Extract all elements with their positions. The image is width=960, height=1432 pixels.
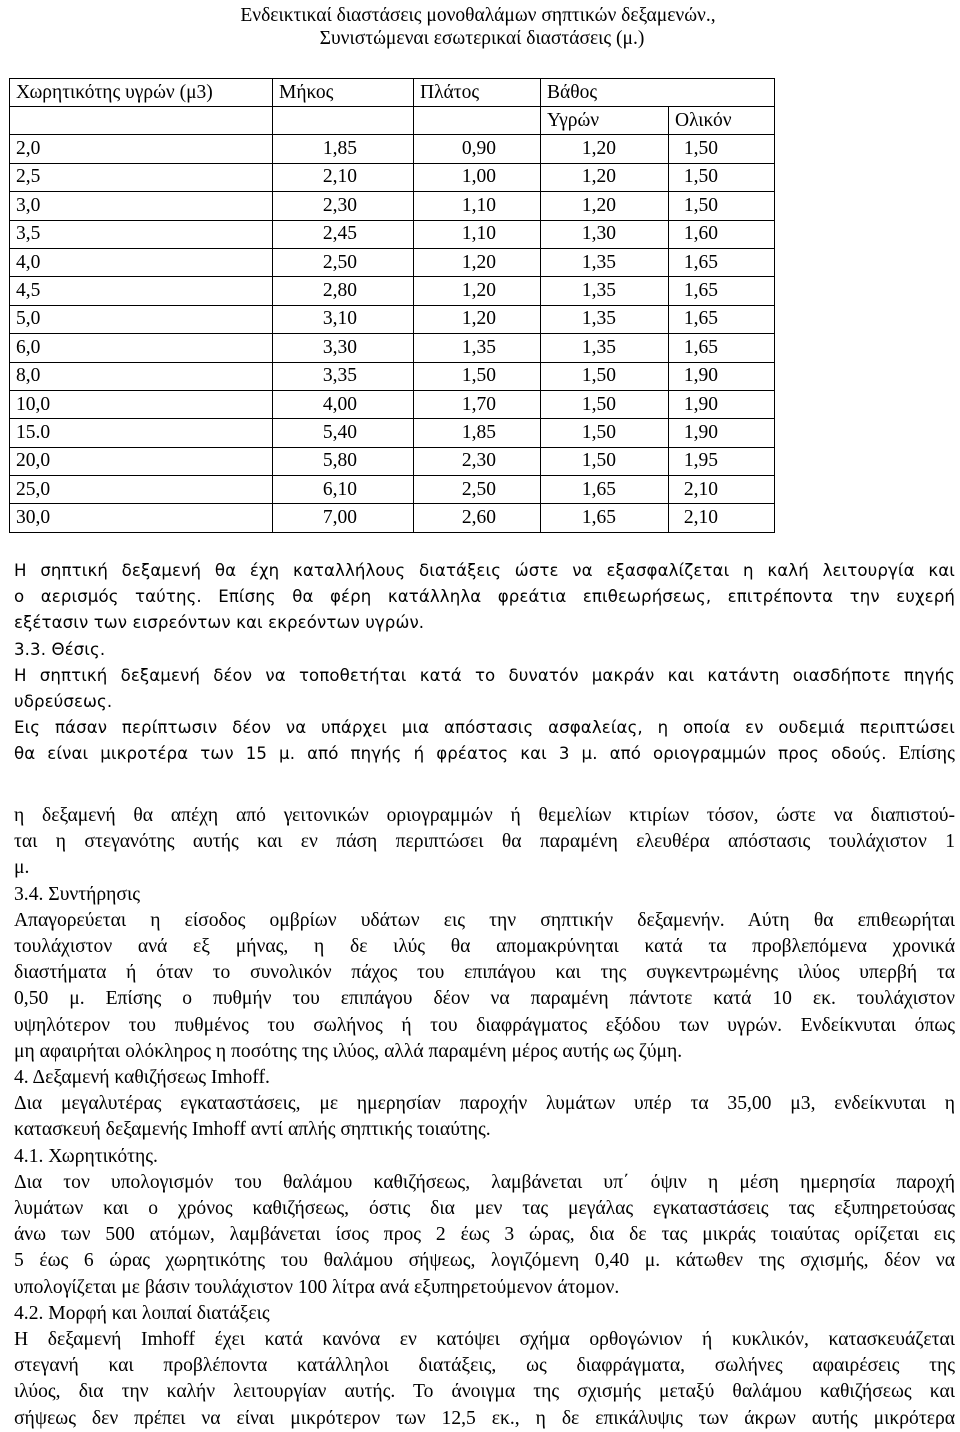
inline-serif-word: Επίσης	[898, 743, 956, 765]
text-line: 4.2. Μορφή και λοιπαί διατάξεις	[14, 1302, 270, 1324]
text-line: υπολογίζεται με βάσιν τουλάχιστον 100 λίτρα ανά εξυπηρετούμενον άτομον.	[14, 1276, 620, 1298]
text-line: η δεξαμενή θα απέχη από γειτονικών οριογραμμών ή θεμελίων κτιρίων τόσον, ώστε να διαπιστού-	[14, 805, 955, 826]
table-cell: 1,20	[414, 305, 541, 333]
table-cell: 1,50	[414, 362, 541, 390]
table-cell: 30,0	[10, 504, 273, 532]
table-cell: 1,35	[541, 248, 669, 276]
table-cell: 1,90	[669, 390, 775, 418]
text-line: 5 έως 6 ώρας χωρητικότης του θαλάμου σήψεως, λογιζόμενη 0,40 μ. κάτωθεν της σχισμής, δέον να	[14, 1250, 955, 1272]
table-cell: 1,20	[541, 135, 669, 163]
table-row	[10, 476, 775, 504]
table-cell: 1,90	[669, 362, 775, 390]
subheader-empty	[10, 107, 273, 135]
table-cell: 8,0	[10, 362, 273, 390]
table-cell: 1,35	[541, 277, 669, 305]
table-cell: 4,00	[273, 390, 414, 418]
text-line: υψηλότερον του πυθμένος του σωλήνος ή του διαφράγματος εξόδου των υγρών. Ενδείκνυται όπως	[14, 1014, 955, 1036]
table-body	[10, 135, 775, 532]
paragraph-block-sans	[14, 558, 955, 768]
text-line: θα είναι μικροτέρα των 15 μ. από πηγής ή φρέατος και 3 μ. από οριογραμμών προς οδούς.	[14, 744, 887, 764]
header-depth-liquid: Υγρών	[541, 107, 669, 135]
table-row	[10, 447, 775, 475]
table-cell: 1,20	[541, 192, 669, 220]
table-cell: 2,10	[669, 476, 775, 504]
table-cell: 2,60	[414, 504, 541, 532]
table-cell: 3,10	[273, 305, 414, 333]
table-cell: 6,10	[273, 476, 414, 504]
header-capacity: Χωρητικότης υγρών (μ3)	[10, 79, 273, 107]
text-line: 4. Δεξαμενή καθιζήσεως Imhoff.	[14, 1067, 270, 1089]
table-row	[10, 220, 775, 248]
table-cell: 2,30	[414, 447, 541, 475]
table-cell: 0,90	[414, 135, 541, 163]
header-length: Μήκος	[273, 79, 414, 107]
text-line: σήψεως δεν πρέπει να είναι μικρότερον των 12,5 εκ., η δε επικάλυψις των άκρων αυτής μικρότερα	[14, 1407, 955, 1429]
text-line	[14, 741, 955, 767]
table-row	[10, 504, 775, 532]
table-cell: 1,90	[669, 419, 775, 447]
text-line: Απαγορεύεται η είσοδος ομβρίων υδάτων εις την σηπτικήν δεξαμενήν. Αύτη θα επιθεωρήται	[14, 909, 955, 931]
document-title-line-2: Συνιστώμεναι εσωτερικαί διαστάσεις (μ.)	[319, 28, 645, 49]
text-line: άνω των 500 ατόμων, λαμβάνεται ίσος προς 2 έως 3 ώρας, δια δε τας μικράς τοιαύτας ορίζεται εις	[14, 1224, 955, 1246]
text-line: Δια μεγαλυτέρας εγκαταστάσεις, με ημερησίαν παροχήν λυμάτων υπέρ τα 35,00 μ3, ενδείκνυται η	[14, 1093, 955, 1115]
table-cell: 5,40	[273, 419, 414, 447]
table-subheader-row	[10, 107, 775, 135]
table-cell: 1,10	[414, 192, 541, 220]
table-cell: 1,65	[669, 334, 775, 362]
table-cell: 2,10	[669, 504, 775, 532]
table-cell: 20,0	[10, 447, 273, 475]
table-row	[10, 277, 775, 305]
table-row	[10, 419, 775, 447]
table-cell: 25,0	[10, 476, 273, 504]
text-line: μη αφαιρήται ολόκληρος η ποσότης της ιλύος, αλλά παραμένη μέρος αυτής ως ζύμη.	[14, 1040, 683, 1062]
table-cell: 2,50	[414, 476, 541, 504]
text-line: ο αερισμός ταύτης. Επίσης θα φέρη κατάλληλα φρεάτια επιθεωρήσεως, επιτρέποντα την ευχερή	[14, 587, 955, 607]
table-cell: 1,30	[541, 220, 669, 248]
table-cell: 5,80	[273, 447, 414, 475]
text-line: Εις πάσαν περίπτωσιν δέον να υπάρχει μια απόστασις ασφαλείας, η οποία εν ουδεμιά περιπτώσει	[14, 718, 955, 738]
table-cell: 1,95	[669, 447, 775, 475]
text-line: 3.4. Συντήρησις	[14, 883, 140, 905]
table-cell: 1,65	[541, 504, 669, 532]
table-cell: 15.0	[10, 419, 273, 447]
table-cell: 1,85	[414, 419, 541, 447]
table-cell: 1,10	[414, 220, 541, 248]
text-line: Η σηπτική δεξαμενή θα έχη καταλλήλους διατάξεις ώστε να εξασφαλίζεται η καλή λειτουργία και	[14, 561, 955, 580]
table-cell: 1,20	[414, 277, 541, 305]
table-cell: 1,20	[541, 163, 669, 191]
table-cell: 2,80	[273, 277, 414, 305]
table-cell: 2,50	[273, 248, 414, 276]
text-line: τουλάχιστον ανά εξ μήνας, η δε ιλύς θα απομακρύνηται κατά τα προβλεπόμενα χρονικά	[14, 936, 955, 958]
table-cell: 1,20	[414, 248, 541, 276]
table-row	[10, 334, 775, 362]
table-cell: 1,50	[541, 419, 669, 447]
subheader-empty	[273, 107, 414, 135]
text-line: ται η στεγανότης αυτής και εν πάση περιπτώσει θα παραμένη ελευθέρα απόστασις τουλάχιστον 1	[14, 831, 955, 853]
text-line: 0,50 μ. Επίσης ο πυθμήν του επιπάγου δέον να παραμένη πάντοτε κατά 10 εκ. τουλάχιστον	[14, 988, 955, 1010]
table-row	[10, 192, 775, 220]
table-cell: 1,65	[669, 305, 775, 333]
table-cell: 1,65	[669, 277, 775, 305]
text-line: εξέτασιν των εισρεόντων και εκρεόντων υγρών.	[14, 613, 425, 633]
table-cell: 1,50	[669, 192, 775, 220]
text-line: 3.3. Θέσις.	[14, 639, 106, 659]
table-header-row	[10, 79, 775, 107]
table-cell: 6,0	[10, 334, 273, 362]
table-cell: 10,0	[10, 390, 273, 418]
table-cell: 2,5	[10, 163, 273, 191]
table-cell: 1,00	[414, 163, 541, 191]
text-line: ιλύος, δια την καλήν λειτουργίαν αυτής. Το άνοιγμα της σχισμής μεταξύ θαλάμου καθιζήσεως και	[14, 1381, 955, 1403]
table-cell: 1,85	[273, 135, 414, 163]
table-cell: 3,0	[10, 192, 273, 220]
table-row	[10, 390, 775, 418]
table-cell: 1,50	[669, 163, 775, 191]
table-cell: 1,50	[541, 390, 669, 418]
text-line: διαστήματα ή όταν το συνολικόν πάχος του επιπάγου και της συγκεντρωμένης ιλύος υπερβή τα	[14, 962, 955, 984]
subheader-empty	[414, 107, 541, 135]
table-row	[10, 248, 775, 276]
table-cell: 3,5	[10, 220, 273, 248]
table-cell: 3,35	[273, 362, 414, 390]
table-cell: 7,00	[273, 504, 414, 532]
table-cell: 1,35	[541, 305, 669, 333]
table-cell: 1,35	[414, 334, 541, 362]
table-cell: 2,45	[273, 220, 414, 248]
table-cell: 1,65	[541, 476, 669, 504]
table-cell: 2,0	[10, 135, 273, 163]
table-cell: 1,70	[414, 390, 541, 418]
text-line: υδρεύσεως.	[14, 692, 113, 712]
header-depth-total: Ολικόν	[669, 107, 775, 135]
text-line: Δια τον υπολογισμόν του θαλάμου καθιζήσεως, λαμβάνεται υπ΄ όψιν η μέση ημερησία παροχή	[14, 1171, 955, 1193]
text-line: στεγανή και προβλέποντα κατάλληλοι διατάξεις, ως διαφράγματα, σωλήνες αφαιρέσεις της	[14, 1355, 955, 1377]
table-cell: 2,10	[273, 163, 414, 191]
header-width: Πλάτος	[414, 79, 541, 107]
table-cell: 1,35	[541, 334, 669, 362]
table-cell: 1,50	[669, 135, 775, 163]
text-line: Η δεξαμενή Imhoff έχει κατά κανόνα εν κατόψει σχήμα ορθογώνιον ή κυκλικόν, κατασκευάζεται	[14, 1329, 955, 1351]
table-cell: 5,0	[10, 305, 273, 333]
table-cell: 4,5	[10, 277, 273, 305]
table-row	[10, 305, 775, 333]
table-cell: 1,65	[669, 248, 775, 276]
table-row	[10, 163, 775, 191]
table-cell: 1,50	[541, 362, 669, 390]
table-cell: 3,30	[273, 334, 414, 362]
table-cell: 2,30	[273, 192, 414, 220]
table-cell: 1,50	[541, 447, 669, 475]
paragraph-block-serif	[14, 803, 955, 1432]
text-line: μ.	[14, 857, 30, 879]
table-row	[10, 362, 775, 390]
text-line: 4.1. Χωρητικότης.	[14, 1145, 158, 1167]
document-title-line-1: Ενδεικτικαί διαστάσεις μονοθαλάμων σηπτικών δεξαμενών.,	[240, 5, 716, 26]
table-row	[10, 135, 775, 163]
text-line: Η σηπτική δεξαμενή δέον να τοποθετήται κατά το δυνατόν μακράν και κατάντη οιασδήποτε πηγής	[14, 665, 955, 685]
septic-tank-dimensions-table	[9, 78, 775, 533]
header-depth: Βάθος	[541, 79, 775, 107]
text-line: λυμάτων και ο χρόνος καθιζήσεως, όστις δια μεν τας μεγάλας εγκαταστάσεις τας εξυπηρετούσας	[14, 1198, 955, 1220]
table-cell: 1,60	[669, 220, 775, 248]
table-cell: 4,0	[10, 248, 273, 276]
text-line: κατασκευή δεξαμενής Imhoff αντί απλής σηπτικής τοιαύτης.	[14, 1119, 491, 1141]
